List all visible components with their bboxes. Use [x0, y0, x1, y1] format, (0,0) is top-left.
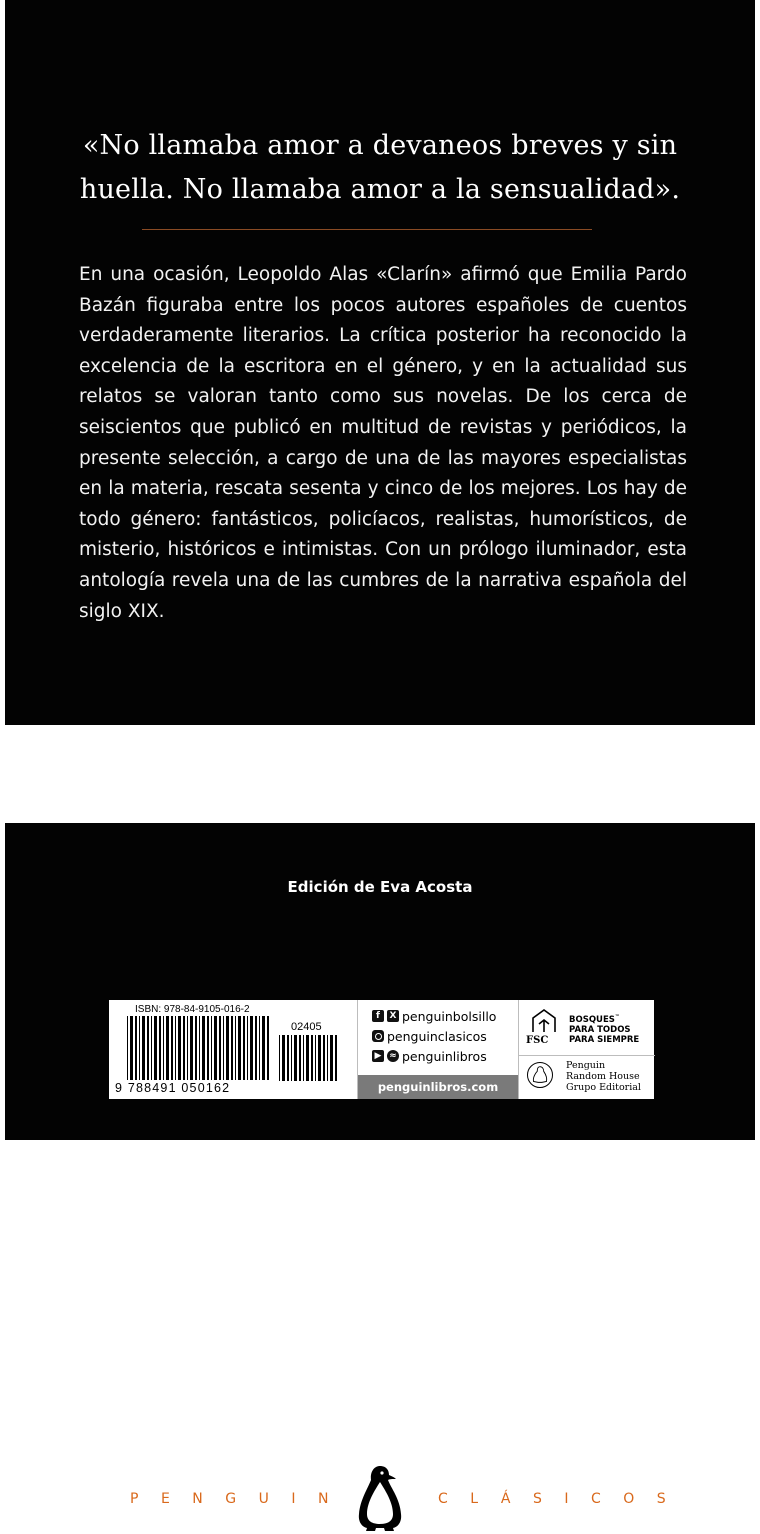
barcode-bar [235, 1016, 236, 1080]
barcode-bar [195, 1016, 197, 1080]
barcode-bar [135, 1016, 137, 1080]
barcode-bar [250, 1016, 253, 1080]
facebook-icon: f [372, 1010, 384, 1022]
isbn-barcode-bars [127, 1016, 272, 1080]
barcode-bar [259, 1016, 260, 1080]
barcode-bar [190, 1016, 193, 1080]
spotify-icon: ≈ [387, 1050, 399, 1062]
barcode-bar [199, 1016, 200, 1080]
barcode-bar [318, 1035, 321, 1081]
barcode-bar [311, 1035, 313, 1081]
barcode-bar [306, 1035, 309, 1081]
series-word-clasicos: CLÁSICOS [438, 1491, 689, 1507]
barcode-bar [330, 1035, 333, 1081]
social-handle: penguinclasicos [387, 1028, 487, 1044]
barcode-bar [323, 1035, 325, 1081]
social-row-clasicos [372, 1027, 487, 1045]
publisher-line-3: Grupo Editorial [566, 1082, 641, 1093]
barcode-bar [154, 1016, 157, 1080]
barcode-bar [130, 1016, 133, 1080]
barcode-bar [327, 1035, 328, 1081]
barcode-bar [207, 1016, 209, 1080]
fsc-slogan-2: PARA TODOS [569, 1024, 631, 1035]
barcode-bar [159, 1016, 161, 1080]
barcode-bar [303, 1035, 304, 1081]
barcode-bar [294, 1035, 297, 1081]
pull-quote [60, 124, 700, 212]
publisher-line-2: Random House [566, 1071, 640, 1082]
back-cover-top-panel [0, 0, 760, 725]
barcode-panel [109, 1000, 654, 1099]
left-margin [0, 0, 5, 1140]
barcode-bar [223, 1016, 224, 1080]
barcode-bar [147, 1016, 149, 1080]
publisher-line-1: Penguin [566, 1060, 606, 1071]
barcode-bar [299, 1035, 301, 1081]
barcode-bar [335, 1035, 337, 1081]
barcode-bar [315, 1035, 316, 1081]
barcode-bar [175, 1016, 176, 1080]
barcode-bar [243, 1016, 245, 1080]
quote-divider [142, 229, 592, 230]
barcode-bar [139, 1016, 140, 1080]
barcode-addon-number: 02405 [291, 1021, 322, 1033]
barcode-bar [231, 1016, 233, 1080]
fsc-tree-icon [529, 1008, 559, 1034]
penguin-icon [355, 1464, 405, 1534]
barcode-bar [171, 1016, 173, 1080]
barcode-bar [127, 1016, 128, 1080]
barcode-bar [255, 1016, 257, 1080]
right-margin [755, 0, 760, 1140]
addon-barcode-bars [279, 1035, 341, 1081]
barcode-bar [238, 1016, 241, 1080]
instagram-icon [372, 1030, 384, 1042]
social-handle: penguinbolsillo [402, 1008, 497, 1024]
barcode-bar [214, 1016, 217, 1080]
fsc-slogan-1: BOSQUES [569, 1014, 615, 1025]
certification-panel [518, 1000, 655, 1099]
pull-quote-line-2: huella. No llamaba amor a la sensualidad». [79, 174, 681, 205]
pull-quote-line-1: «No llamaba amor a devaneos breves y sin [82, 130, 678, 161]
barcode-bar [226, 1016, 229, 1080]
barcode-bar [219, 1016, 221, 1080]
barcode-bar [287, 1035, 289, 1081]
fsc-label: FSC [526, 1035, 549, 1046]
social-row-libros [372, 1047, 487, 1065]
fsc-slogan [569, 1012, 639, 1045]
barcode-bar [166, 1016, 169, 1080]
barcode-bar [282, 1035, 285, 1081]
edition-credit: Edición de Eva Acosta [287, 878, 473, 896]
barcode-bar [211, 1016, 212, 1080]
barcode-bar [142, 1016, 145, 1080]
barcode-bar [291, 1035, 292, 1081]
fsc-slogan-3: PARA SIEMPRE [569, 1034, 640, 1045]
barcode-digits: 9 788491 050162 [115, 1081, 231, 1095]
social-handle: penguinlibros [402, 1048, 487, 1064]
barcode-bar [267, 1016, 269, 1080]
series-word-penguin: PENGUIN [130, 1491, 351, 1507]
fsc-block [519, 1000, 655, 1056]
barcode-bar [183, 1016, 185, 1080]
isbn-barcode [109, 1000, 356, 1099]
isbn-label: ISBN: 978-84-9105-016-2 [135, 1004, 250, 1015]
book-synopsis: En una ocasión, Leopoldo Alas «Clarín» afirmó que Emilia Pardo Bazán figuraba entre los pocos autores españoles de cuentos verdaderamente literarios. La crítica posterior ha reconocido la excelencia de la escritora en el género, y en la actualidad sus relatos se valoran tanto como sus novelas. De los cerca de seiscientos que publicó en multitud de revistas y periódicos, la presente selección, a cargo de una de las mayores especialistas en la materia, rescata sesenta y cinco de los mejores. Los hay de todo género: fantásticos, policíacos, realistas, humorísticos, de misterio, históricos e intimistas. Con un prólogo iluminador, esta antología revela una de las cumbres de la narrativa española del siglo XIX. [79, 264, 687, 622]
youtube-icon: ▶ [372, 1050, 384, 1062]
penguin-random-house-logo-icon [527, 1062, 553, 1088]
fsc-trademark: ™ [614, 1014, 620, 1020]
barcode-bar [279, 1035, 280, 1081]
social-media-panel [357, 1000, 518, 1099]
publisher-name [566, 1060, 641, 1093]
x-icon: X [387, 1010, 399, 1022]
barcode-bar [202, 1016, 205, 1080]
barcode-bar [178, 1016, 181, 1080]
barcode-bar [187, 1016, 188, 1080]
social-row-bolsillo [372, 1007, 496, 1025]
barcode-bar [163, 1016, 164, 1080]
barcode-bar [262, 1016, 265, 1080]
barcode-bar [247, 1016, 248, 1080]
website-link[interactable]: penguinlibros.com [358, 1075, 518, 1099]
barcode-bar [151, 1016, 152, 1080]
